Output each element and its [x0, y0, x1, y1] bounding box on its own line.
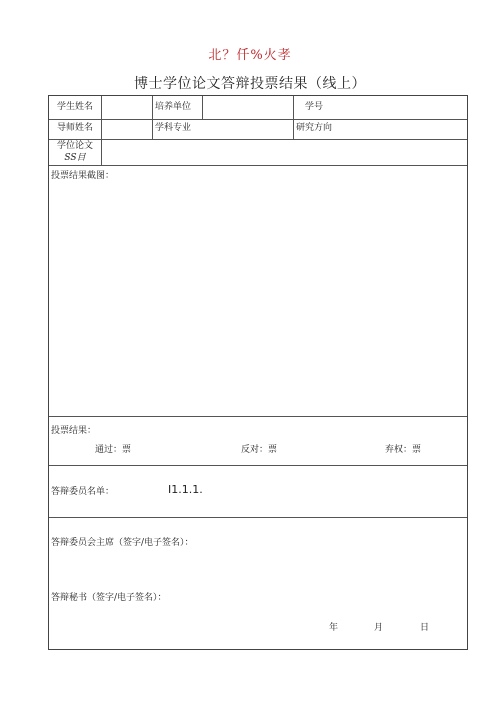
thesis-title-label-line1: 学位论文 — [56, 141, 93, 151]
row-divider — [49, 517, 467, 518]
col-divider — [152, 96, 153, 139]
student-id-label: 学号 — [305, 102, 324, 112]
date-day-label: 日 — [420, 623, 430, 633]
col-divider — [202, 96, 203, 119]
major-label: 学科专业 — [155, 123, 192, 133]
vote-screenshot-label: 投票结果截图： — [51, 171, 115, 181]
row-divider — [49, 465, 467, 466]
thesis-title-label-line2: SS目 — [64, 153, 86, 163]
vote-result-label: 投票结果： — [51, 426, 97, 436]
research-direction-label: 研究方向 — [296, 123, 333, 133]
date-year-label: 年 — [329, 623, 339, 633]
training-unit-field[interactable] — [205, 102, 290, 114]
committee-members-value[interactable]: I1.1.1. — [168, 483, 203, 496]
training-unit-label: 培养单位 — [155, 102, 192, 112]
committee-chair-signature-label: 答辩委员会主席（签字/电子签名）： — [51, 538, 194, 548]
committee-members-label: 答辩委员名单： — [51, 487, 115, 497]
date-month-label: 月 — [374, 623, 384, 633]
col-divider — [293, 96, 294, 139]
advisor-name-field[interactable] — [105, 123, 149, 135]
col-divider — [101, 96, 102, 165]
secretary-signature-label: 答辩秘书（签字/电子签名）： — [51, 593, 167, 603]
vote-oppose-count: 反对：票 — [241, 445, 278, 455]
vote-screenshot-area[interactable] — [53, 188, 463, 410]
thesis-title-field[interactable] — [105, 143, 465, 161]
document-title: 博士学位论文答辩投票结果（线上） — [134, 76, 366, 92]
vote-result-form — [48, 95, 468, 650]
university-name: 北？仟%火孝 — [208, 48, 292, 63]
row-divider — [49, 139, 467, 140]
row-divider — [49, 119, 467, 120]
student-id-field[interactable] — [349, 102, 464, 114]
vote-pass-count: 通过：票 — [95, 445, 132, 455]
row-divider — [49, 416, 467, 417]
student-name-label: 学生姓名 — [56, 102, 93, 112]
row-divider — [49, 165, 467, 166]
advisor-name-label: 导师姓名 — [56, 123, 93, 133]
research-direction-field[interactable] — [359, 123, 464, 135]
student-name-field[interactable] — [105, 102, 149, 114]
vote-abstain-count: 弃权：票 — [385, 445, 422, 455]
